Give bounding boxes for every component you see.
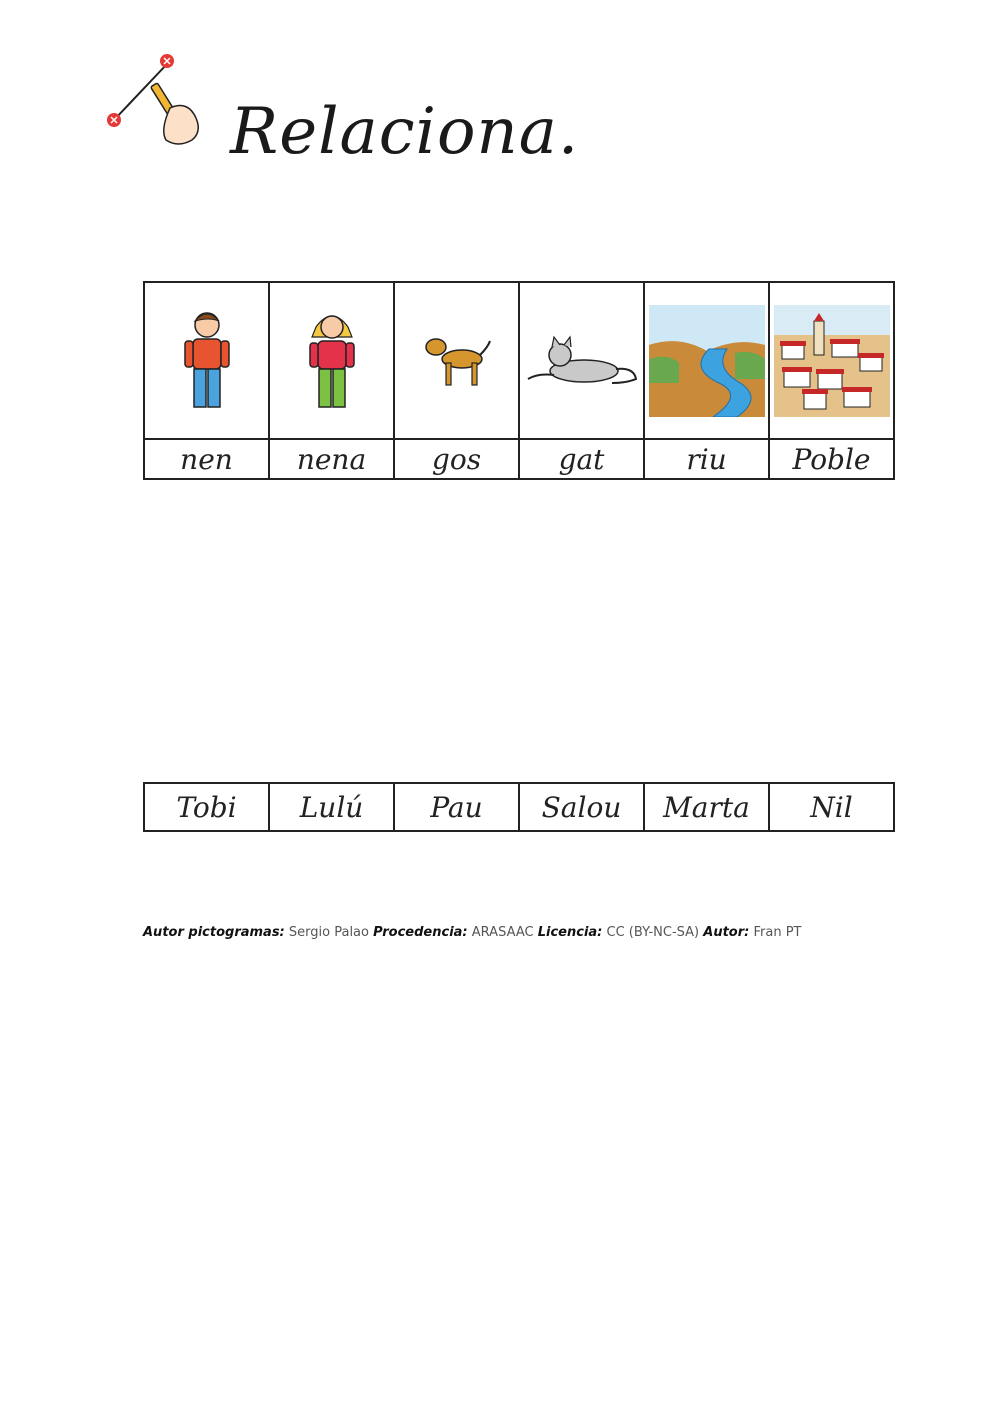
boy-icon: [177, 309, 237, 413]
picto-word[interactable]: Poble: [769, 439, 894, 479]
name-cell[interactable]: Marta: [644, 783, 769, 831]
connect-dots-pencil-icon: [100, 48, 210, 153]
picto-word[interactable]: nen: [144, 439, 269, 479]
pictogram-table: [143, 281, 895, 480]
credit-label-author: Autor:: [703, 925, 750, 940]
picto-cell-girl[interactable]: [269, 282, 394, 439]
picto-word[interactable]: gat: [519, 439, 644, 479]
name-cell[interactable]: Salou: [519, 783, 644, 831]
credits-line: [143, 925, 801, 940]
cat-icon: [524, 333, 640, 389]
picto-word[interactable]: riu: [644, 439, 769, 479]
credit-label-source: Procedencia:: [373, 925, 468, 940]
header: [100, 48, 580, 169]
name-cell[interactable]: Lulú: [269, 783, 394, 831]
credit-label-license: Licencia:: [537, 925, 603, 940]
name-cell[interactable]: Nil: [769, 783, 894, 831]
picto-cell-village[interactable]: [769, 282, 894, 439]
picto-word[interactable]: gos: [394, 439, 519, 479]
picto-cell-boy[interactable]: [144, 282, 269, 439]
name-cell[interactable]: Tobi: [144, 783, 269, 831]
name-cell[interactable]: Pau: [394, 783, 519, 831]
picto-cell-cat[interactable]: [519, 282, 644, 439]
credit-author: Fran PT: [753, 925, 802, 940]
dog-icon: [422, 331, 492, 391]
girl-icon: [302, 309, 362, 413]
credit-source: ARASAAC: [471, 925, 534, 940]
credit-license: CC (BY-NC-SA): [606, 925, 700, 940]
page-title: Relaciona.: [230, 95, 580, 169]
picto-word[interactable]: nena: [269, 439, 394, 479]
credit-label-author-pictos: Autor pictogramas:: [143, 925, 285, 940]
river-icon: [649, 305, 765, 417]
picto-cell-dog[interactable]: [394, 282, 519, 439]
names-table: [143, 782, 895, 832]
credit-author-pictos: Sergio Palao: [288, 925, 369, 940]
picto-cell-river[interactable]: [644, 282, 769, 439]
village-icon: [774, 305, 890, 417]
